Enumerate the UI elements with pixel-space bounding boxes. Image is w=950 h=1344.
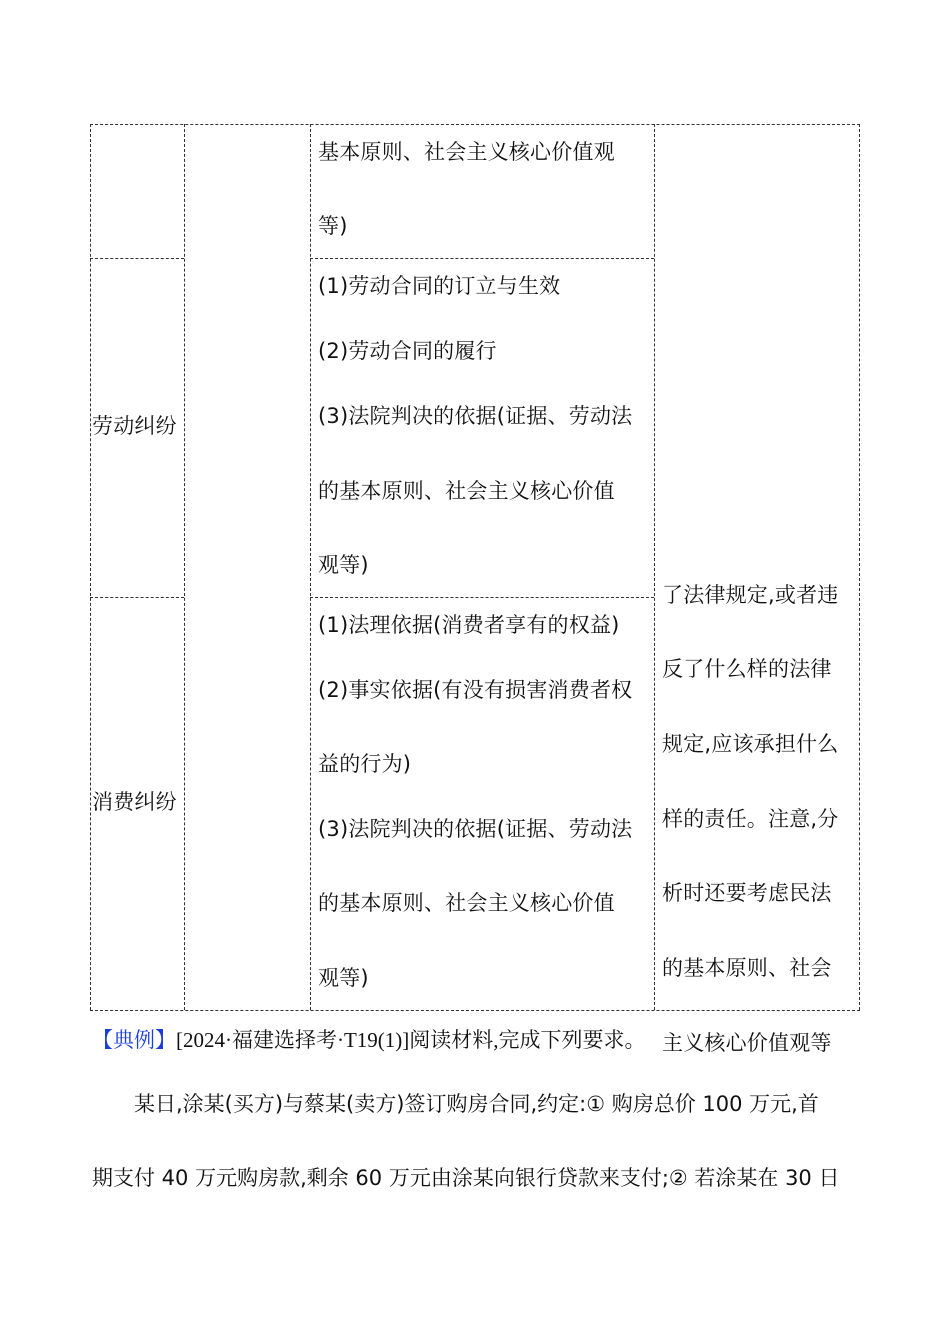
note-line: 样的责任。注意,分: [662, 807, 839, 831]
note-line: 规定,应该承担什么: [662, 732, 839, 756]
table-row-divider: [310, 258, 654, 259]
note-line: 了法律规定,或者违: [662, 583, 839, 607]
note-line-overflow: 主义核心价值观等: [662, 1031, 832, 1055]
table-row-divider: [90, 258, 184, 259]
basis-line: (3)法院判决的依据(证据、劳动法: [318, 817, 633, 841]
basis-line: 的基本原则、社会主义核心价值: [318, 479, 615, 503]
table-row-divider: [310, 597, 654, 598]
table-column-divider: [310, 124, 311, 1010]
basis-line: (2)劳动合同的履行: [318, 339, 497, 363]
example-source: [2024·福建选择考·T19(1)]阅读材料,完成下列要求。: [176, 1028, 646, 1052]
table-top-border: [90, 124, 860, 125]
table-column-divider: [184, 124, 185, 1010]
table-row-divider: [90, 597, 184, 598]
category-label-labor-dispute: 劳动纠纷: [92, 414, 177, 438]
note-line: 反了什么样的法律: [662, 657, 832, 681]
note-line: 析时还要考虑民法: [662, 881, 832, 905]
example-heading: [92, 1026, 646, 1054]
category-label-consumer-dispute: 消费纠纷: [92, 790, 177, 814]
table-right-border: [859, 124, 860, 1010]
basis-line: 观等): [318, 966, 369, 990]
basis-line: 等): [318, 214, 348, 238]
basis-line: (2)事实依据(有没有损害消费者权: [318, 678, 633, 702]
table-bottom-border: [90, 1010, 860, 1011]
material-text: 某日,涂某(买方)与蔡某(卖方)签订购房合同,约定:① 购房总价 100 万元,首: [134, 1092, 819, 1116]
example-tag: 【典例】: [92, 1028, 176, 1052]
basis-line: (3)法院判决的依据(证据、劳动法: [318, 404, 633, 428]
note-line: 的基本原则、社会: [662, 956, 832, 980]
table-column-divider: [654, 124, 655, 1010]
material-paragraph-line: [92, 1090, 860, 1118]
table-left-border: [90, 124, 91, 1010]
material-text: 期支付 40 万元购房款,剩余 60 万元由涂某向银行贷款来支付;② 若涂某在 30 日: [92, 1166, 840, 1190]
basis-line: 益的行为): [318, 752, 412, 776]
basis-line: 的基本原则、社会主义核心价值: [318, 891, 615, 915]
basis-line: 基本原则、社会主义核心价值观: [318, 140, 615, 164]
basis-line: 观等): [318, 553, 369, 577]
basis-line: (1)法理依据(消费者享有的权益): [318, 613, 620, 637]
material-paragraph-line: [92, 1164, 860, 1192]
basis-line: (1)劳动合同的订立与生效: [318, 274, 561, 298]
